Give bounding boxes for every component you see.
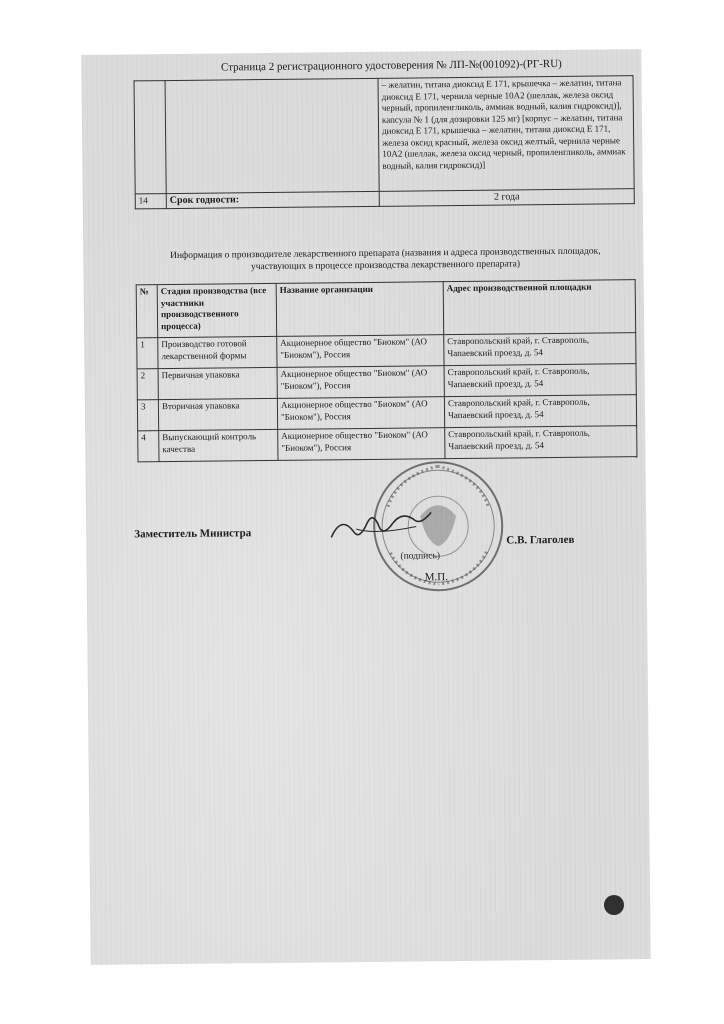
row-stage: Выпускающий контроль качества xyxy=(159,429,278,461)
row-organization: Акционерное общество "Биоком" (АО "Биоком"), Россия xyxy=(278,428,445,461)
row-organization: Акционерное общество "Биоком" (АО "Биоком"), Россия xyxy=(277,335,444,368)
seal-place-label: М.П. xyxy=(424,571,449,584)
manufacturer-heading-line2: участвующих в процессе производства лекарственного препарата) xyxy=(250,259,521,273)
row-number: 2 xyxy=(137,369,158,400)
handwritten-signature xyxy=(326,506,436,547)
column-header-organization: Название организации xyxy=(276,282,444,337)
row-organization: Акционерное общество "Биоком" (АО "Биоком"), Россия xyxy=(277,366,444,399)
composition-continuation-row xyxy=(134,76,634,194)
row-number: 3 xyxy=(137,400,158,431)
signatory-name: С.В. Глаголев xyxy=(506,533,575,547)
row-stage: Вторичная упаковка xyxy=(158,398,277,430)
composition-label-cell xyxy=(165,78,379,193)
column-header-number: № xyxy=(136,285,158,338)
signature-caption: (подпись) xyxy=(400,551,441,562)
row-number: 4 xyxy=(138,431,159,462)
shelf-life-value: 2 года xyxy=(379,189,634,206)
composition-continuation-text: – желатин, титана диоксид Е 171, крышечка – желатин, титана диоксид Е 171, чернила черные 10А2 (шеллак, железа оксид черный, пропиленгликоль, аммиак водный, калия гидроксид)], капсула № 1 (для дозировки 125 мг) [корпус – желатин, титана диоксид Е 171, крышечка – желатин, титана диоксид Е 171, железа оксид красный, железа оксид желтый, чернила черные 10А2 (шеллак, железа оксид черный, пропиленгликоль, аммиак водный, калия гидроксид)] xyxy=(378,76,634,192)
signatory-role: Заместитель Министра xyxy=(134,527,252,541)
composition-table xyxy=(134,75,635,209)
row-address: Ставропольский край, г. Ставрополь, Чапаевский проезд, д. 54 xyxy=(444,333,636,366)
manufacturer-table xyxy=(136,279,638,462)
row-stage: Первичная упаковка xyxy=(158,367,277,399)
document-page xyxy=(81,49,650,965)
manufacturer-heading-line1: Информация о производителе лекарственного препарата (названия и адреса производственных площадок, xyxy=(170,246,601,262)
row-organization: Акционерное общество "Биоком" (АО "Биоком"), Россия xyxy=(277,397,444,430)
row-number: 1 xyxy=(137,338,158,369)
shelf-life-number: 14 xyxy=(135,194,166,209)
page-header: Страница 2 регистрационного удостоверения № ЛП-№(001092)-(РГ-RU) xyxy=(220,57,562,74)
row-stage: Производство готовой лекарственной формы xyxy=(158,336,277,368)
column-header-stage: Стадия производства (все участники производственного процесса) xyxy=(157,283,277,337)
row-address: Ставропольский край, г. Ставрополь, Чапаевский проезд, д. 54 xyxy=(444,364,636,397)
manufacturer-table-header xyxy=(136,280,636,338)
shelf-life-label: Срок годности: xyxy=(166,191,379,208)
row-address: Ставропольский край, г. Ставрополь, Чапаевский проезд, д. 54 xyxy=(445,426,637,459)
row-address: Ставропольский край, г. Ставрополь, Чапаевский проезд, д. 54 xyxy=(444,395,636,428)
composition-number-cell xyxy=(134,81,166,194)
binder-hole-dot xyxy=(604,895,624,915)
column-header-address: Адрес производственной площадки xyxy=(443,280,636,335)
manufacturer-info-heading xyxy=(135,245,635,274)
